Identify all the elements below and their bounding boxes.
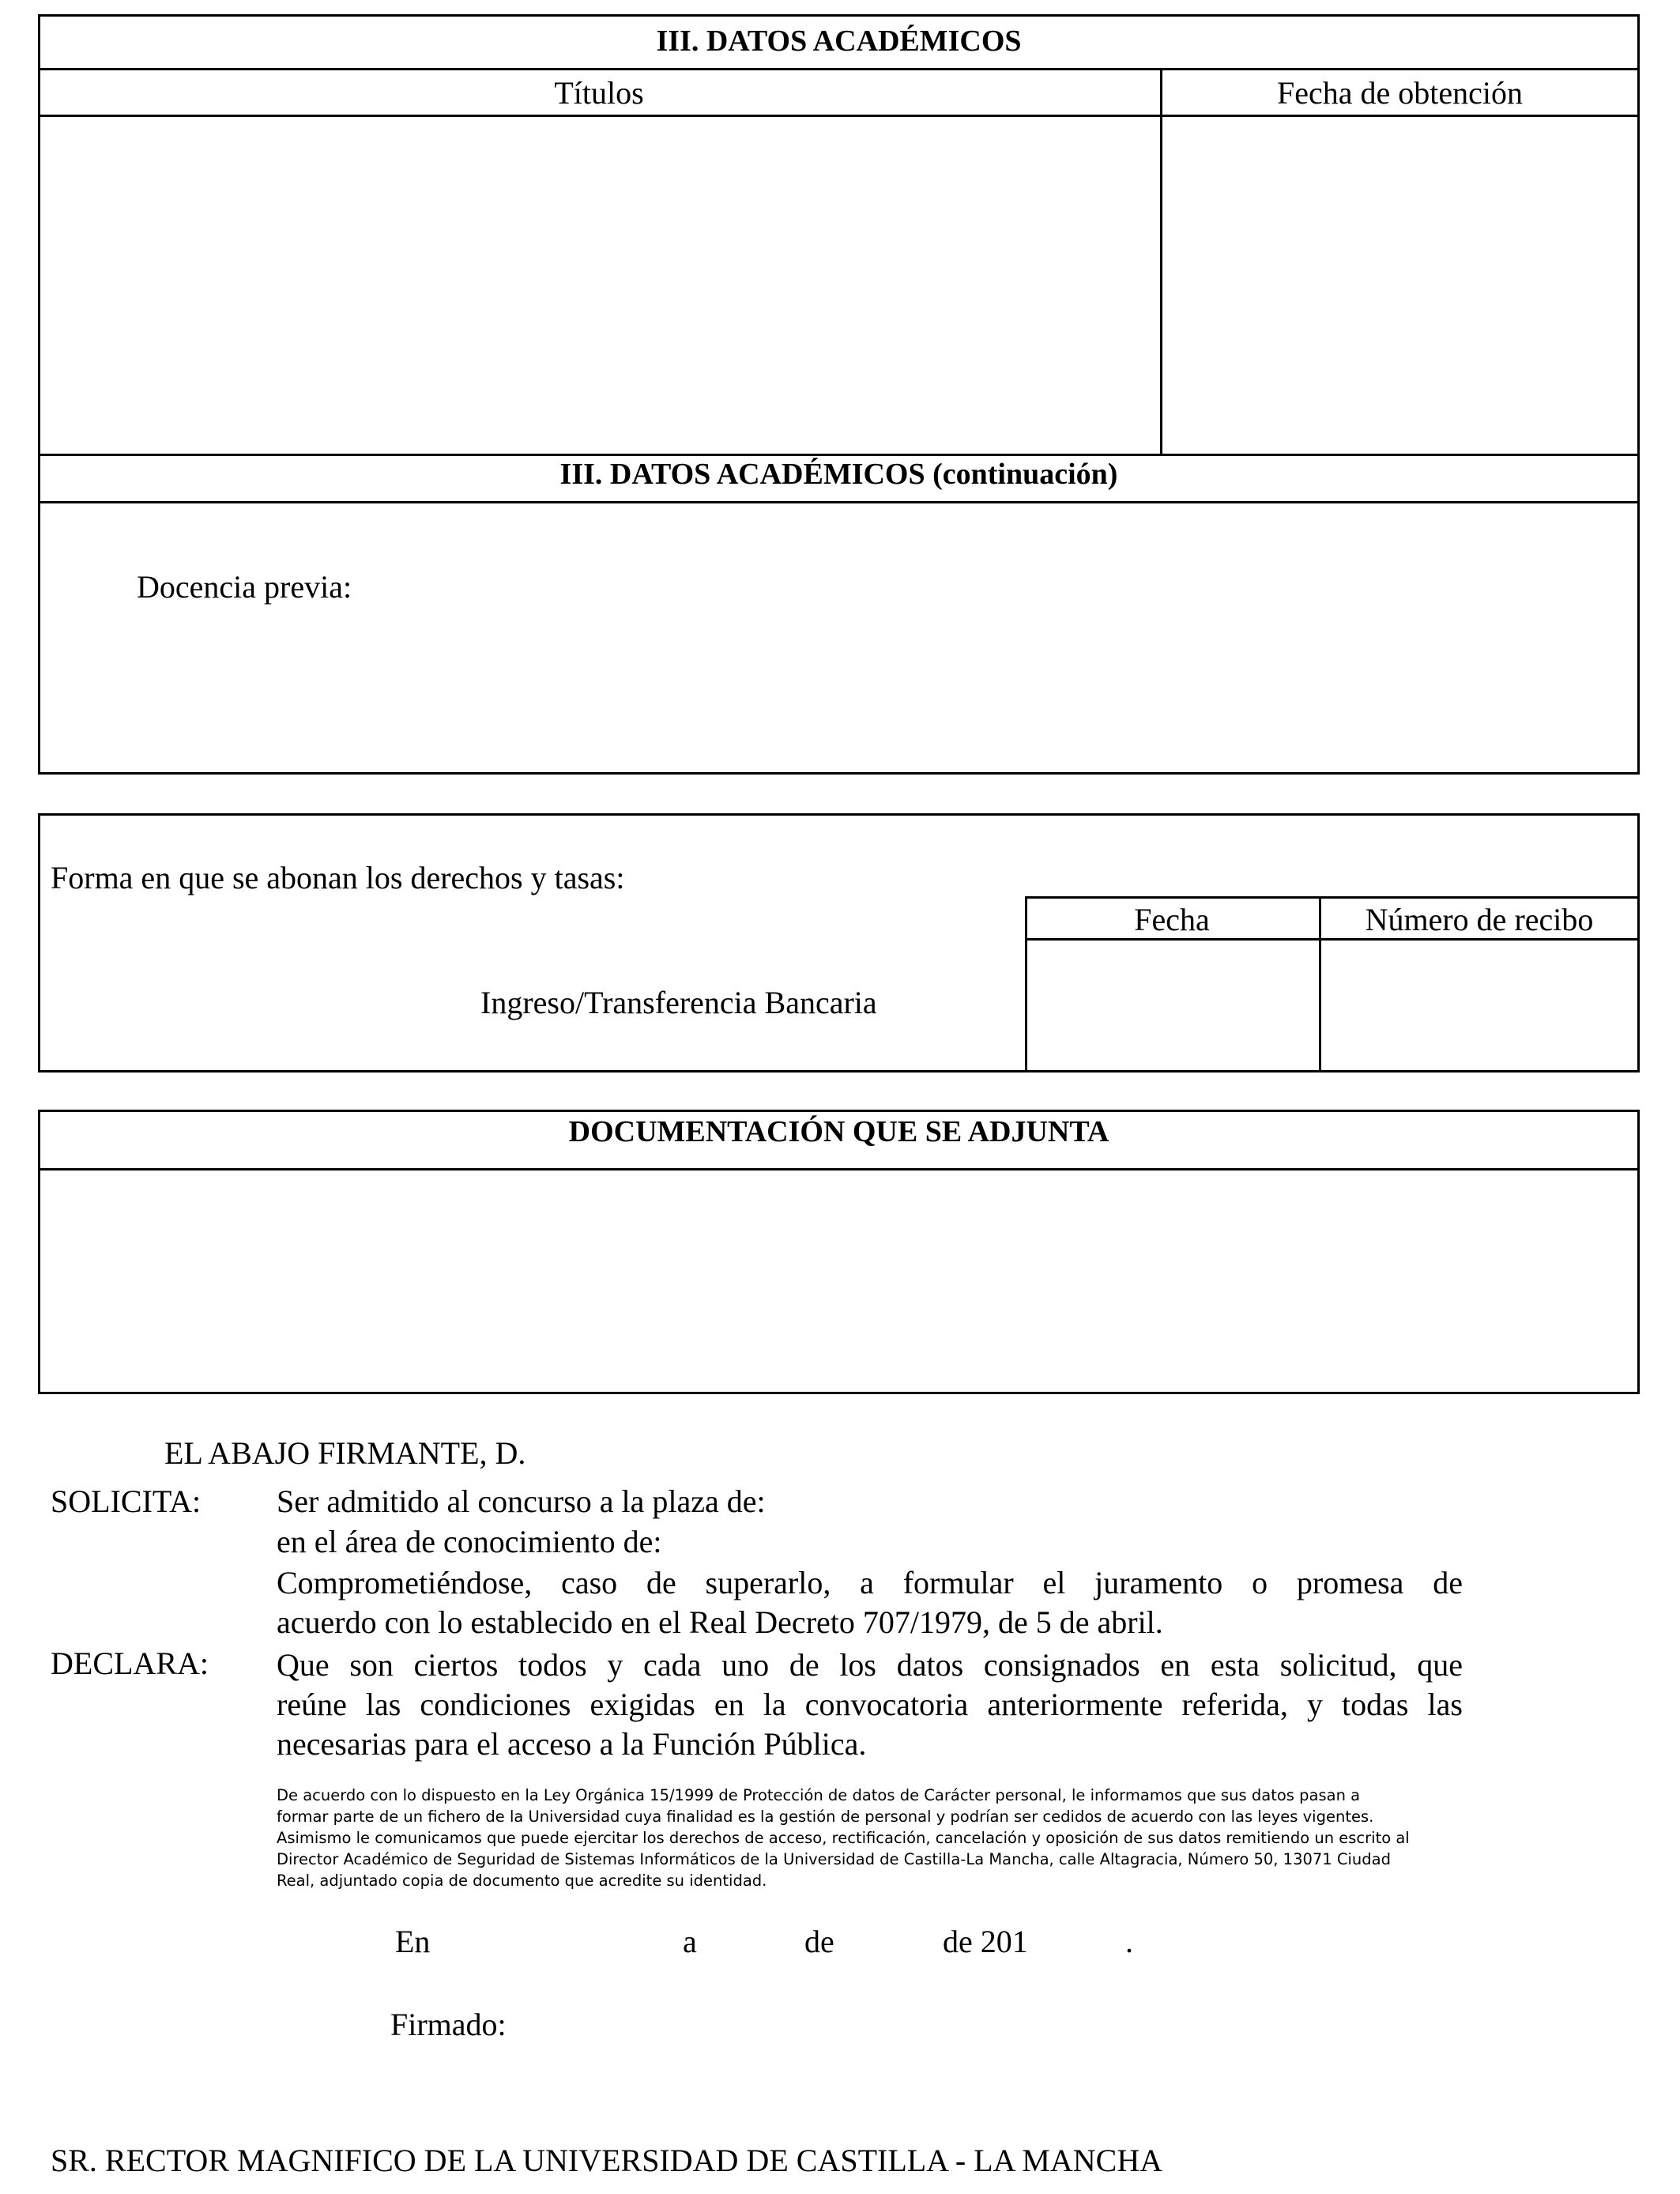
column-header-receipt-number: Número de recibo bbox=[1365, 902, 1594, 937]
divider bbox=[38, 115, 1640, 117]
payment-date-input[interactable] bbox=[1029, 942, 1317, 1069]
privacy-notice-line: Asimismo le comunicamos que puede ejercitar los derechos de acceso, rectificación, cancelación y oposición de sus datos remitiendo un escrito al bbox=[277, 1829, 1410, 1847]
column-header-payment-date: Fecha bbox=[1134, 902, 1210, 937]
solicita-line: acuerdo con lo establecido en el Real Decreto 707/1979, de 5 de abril. bbox=[277, 1604, 1163, 1640]
privacy-notice-line: formar parte de un fichero de la Universidad cuya finalidad es la gestión de personal y podrían ser cedidos de acuerdo con las leyes vigentes. bbox=[277, 1808, 1374, 1826]
prior-teaching-label: Docencia previa: bbox=[137, 569, 352, 605]
date-obtained-input-area[interactable] bbox=[1164, 119, 1638, 452]
payment-method-label: Forma en que se abonan los derechos y tasas: bbox=[51, 860, 625, 895]
divider bbox=[38, 68, 1640, 70]
declara-line: reúne las condiciones exigidas en la convocatoria anteriormente referida, y todas las bbox=[277, 1687, 1463, 1722]
section-title-academic: III. DATOS ACADÉMICOS bbox=[656, 25, 1022, 58]
date-line-a: a bbox=[683, 1924, 697, 1959]
divider bbox=[1160, 68, 1162, 456]
divider bbox=[38, 454, 1640, 456]
signed-label: Firmado: bbox=[390, 2007, 507, 2042]
solicita-line: Comprometiéndose, caso de superarlo, a formular el juramento o promesa de bbox=[277, 1565, 1463, 1600]
declara-line: necesarias para el acceso a la Función Pública. bbox=[277, 1726, 867, 1762]
payment-method-value: Ingreso/Transferencia Bancaria bbox=[480, 985, 877, 1020]
prior-teaching-input-area[interactable] bbox=[41, 506, 1637, 771]
signer-label: EL ABAJO FIRMANTE, D. bbox=[164, 1435, 526, 1471]
column-header-date-obtained: Fecha de obtención bbox=[1277, 75, 1523, 111]
solicita-line: en el área de conocimiento de: bbox=[277, 1524, 662, 1559]
titles-input-area[interactable] bbox=[41, 119, 1157, 452]
date-line-year-prefix: de 201 bbox=[943, 1924, 1028, 1959]
date-line-de: de bbox=[804, 1924, 834, 1959]
documentation-input-area[interactable] bbox=[41, 1172, 1637, 1391]
solicita-label: SOLICITA: bbox=[51, 1483, 202, 1519]
divider bbox=[1025, 896, 1640, 899]
divider bbox=[38, 501, 1640, 503]
declara-line: Que son ciertos todos y cada uno de los datos consignados en esta solicitud, que bbox=[277, 1647, 1463, 1683]
section-title-academic-continued: III. DATOS ACADÉMICOS (continuación) bbox=[559, 458, 1118, 491]
addressee: SR. RECTOR MAGNIFICO DE LA UNIVERSIDAD DE CASTILLA - LA MANCHA bbox=[51, 2143, 1163, 2178]
privacy-notice-line: De acuerdo con lo dispuesto en la Ley Orgánica 15/1999 de Protección de datos de Carácter personal, le informamos que sus datos pasan a bbox=[277, 1786, 1361, 1804]
date-line-period: . bbox=[1125, 1924, 1133, 1959]
date-line-en: En bbox=[395, 1924, 431, 1959]
privacy-notice-line: Real, adjuntado copia de documento que acredite su identidad. bbox=[277, 1872, 767, 1890]
column-header-titles: Títulos bbox=[554, 75, 644, 111]
receipt-number-input[interactable] bbox=[1323, 942, 1637, 1069]
solicita-line: Ser admitido al concurso a la plaza de: bbox=[277, 1483, 766, 1519]
privacy-notice-line: Director Académico de Seguridad de Sistemas Informáticos de la Universidad de Castilla-La Mancha, calle Altagracia, Número 50, 13071 Ciudad bbox=[277, 1850, 1391, 1868]
declara-label: DECLARA: bbox=[51, 1646, 209, 1681]
section-title-documentation: DOCUMENTACIÓN QUE SE ADJUNTA bbox=[568, 1115, 1109, 1148]
divider bbox=[38, 1168, 1640, 1171]
